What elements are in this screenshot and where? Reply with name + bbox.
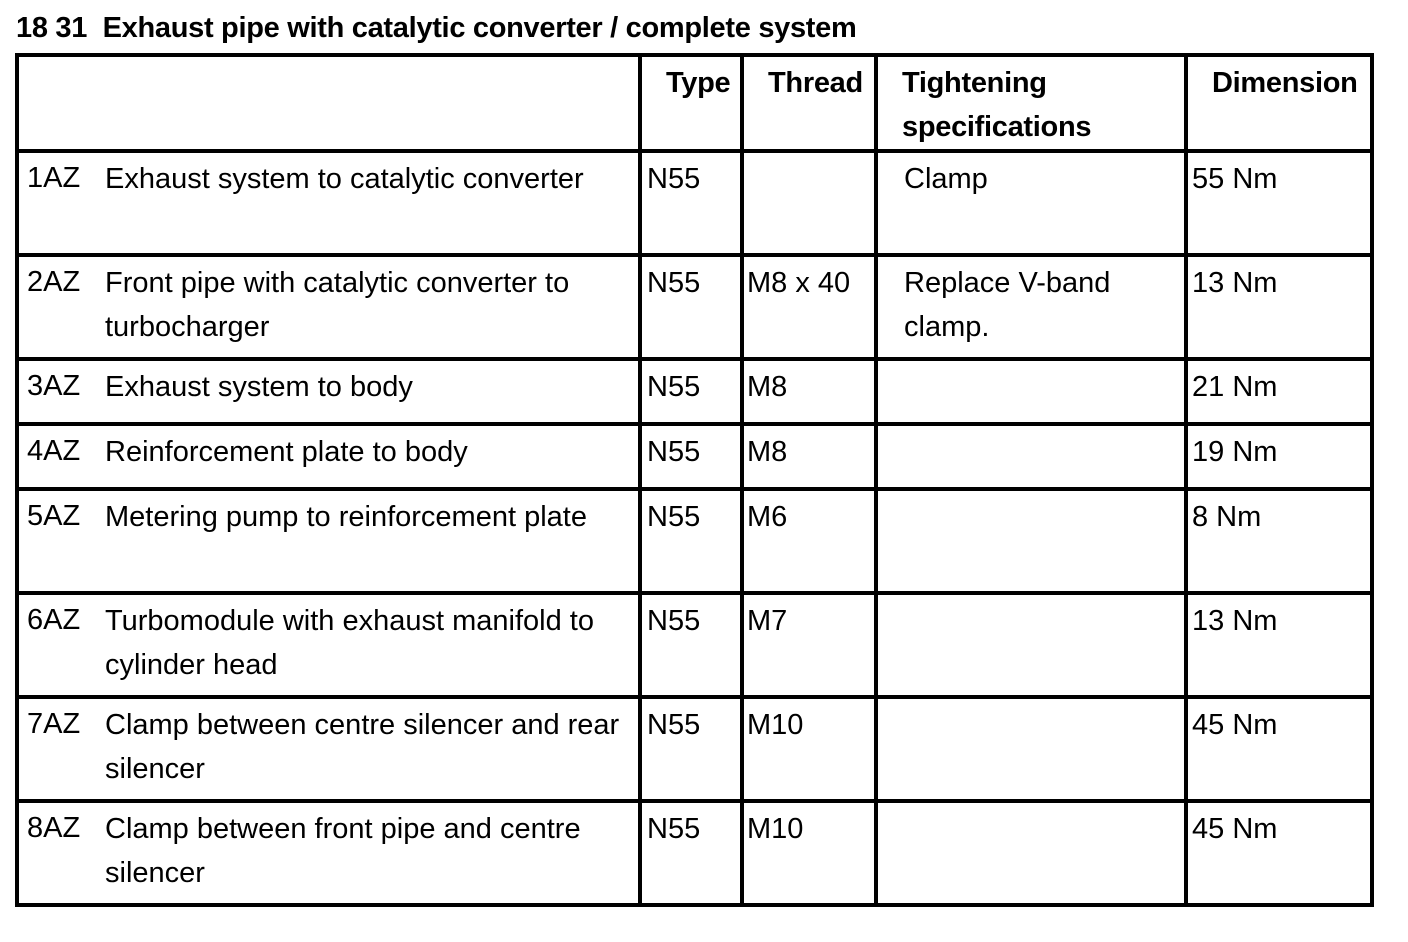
table-row — [17, 489, 1372, 593]
row-thread: M7 — [742, 593, 876, 697]
row-id: 4AZ — [27, 435, 81, 467]
row-tightening-specification — [876, 593, 1186, 697]
row-dimension: 21 Nm — [1186, 359, 1372, 424]
row-description-cell — [17, 255, 640, 359]
row-dimension: 45 Nm — [1186, 801, 1372, 905]
table-row — [17, 255, 1372, 359]
row-description: Clamp between centre silencer and rear silencer — [105, 709, 620, 785]
row-id: 5AZ — [27, 500, 81, 532]
header-description — [17, 55, 640, 151]
row-description: Clamp between front pipe and centre silencer — [105, 813, 581, 889]
table-row — [17, 424, 1372, 489]
row-thread: M6 — [742, 489, 876, 593]
row-tightening-specification: Replace V-band clamp. — [876, 255, 1186, 359]
row-description: Turbomodule with exhaust manifold to cylinder head — [105, 605, 594, 681]
row-description-cell — [17, 424, 640, 489]
header-thread: Thread — [742, 55, 876, 151]
header-dimension: Dimension — [1186, 55, 1372, 151]
row-id: 7AZ — [27, 708, 81, 740]
row-type: N55 — [640, 151, 742, 255]
row-dimension: 13 Nm — [1186, 593, 1372, 697]
table-row — [17, 697, 1372, 801]
row-type: N55 — [640, 801, 742, 905]
row-id: 3AZ — [27, 370, 81, 402]
header-tightening-specifications: Tightening specifications — [876, 55, 1186, 151]
row-thread: M10 — [742, 801, 876, 905]
row-tightening-specification — [876, 697, 1186, 801]
row-thread: M8 — [742, 359, 876, 424]
row-description-cell — [17, 593, 640, 697]
row-description-cell — [17, 697, 640, 801]
row-description: Reinforcement plate to body — [105, 436, 468, 468]
row-dimension: 45 Nm — [1186, 697, 1372, 801]
table-body — [17, 151, 1372, 905]
row-type: N55 — [640, 424, 742, 489]
row-description-cell — [17, 359, 640, 424]
table-header-row — [17, 55, 1372, 151]
row-type: N55 — [640, 489, 742, 593]
row-type: N55 — [640, 593, 742, 697]
row-tightening-specification — [876, 359, 1186, 424]
row-description: Exhaust system to catalytic converter — [105, 163, 584, 195]
table-row — [17, 593, 1372, 697]
row-id: 6AZ — [27, 604, 81, 636]
row-thread: M10 — [742, 697, 876, 801]
row-tightening-specification: Clamp — [876, 151, 1186, 255]
row-type: N55 — [640, 697, 742, 801]
row-id: 2AZ — [27, 266, 81, 298]
row-tightening-specification — [876, 489, 1186, 593]
row-dimension: 19 Nm — [1186, 424, 1372, 489]
row-description-cell — [17, 801, 640, 905]
row-thread: M8 x 40 — [742, 255, 876, 359]
row-id: 8AZ — [27, 812, 81, 844]
row-tightening-specification — [876, 801, 1186, 905]
row-description: Exhaust system to body — [105, 371, 413, 403]
row-type: N55 — [640, 359, 742, 424]
row-description: Metering pump to reinforcement plate — [105, 501, 587, 533]
row-description-cell — [17, 151, 640, 255]
row-type: N55 — [640, 255, 742, 359]
torque-spec-table — [15, 53, 1374, 907]
row-description: Front pipe with catalytic converter to turbocharger — [105, 267, 570, 343]
table-row — [17, 151, 1372, 255]
row-id: 1AZ — [27, 162, 81, 194]
row-dimension: 13 Nm — [1186, 255, 1372, 359]
row-thread — [742, 151, 876, 255]
row-description-cell — [17, 489, 640, 593]
table-row — [17, 359, 1372, 424]
row-tightening-specification — [876, 424, 1186, 489]
table-row — [17, 801, 1372, 905]
row-dimension: 55 Nm — [1186, 151, 1372, 255]
page-title: 18 31 Exhaust pipe with catalytic converter / complete system — [16, 12, 857, 44]
header-type: Type — [640, 55, 742, 151]
row-dimension: 8 Nm — [1186, 489, 1372, 593]
row-thread: M8 — [742, 424, 876, 489]
